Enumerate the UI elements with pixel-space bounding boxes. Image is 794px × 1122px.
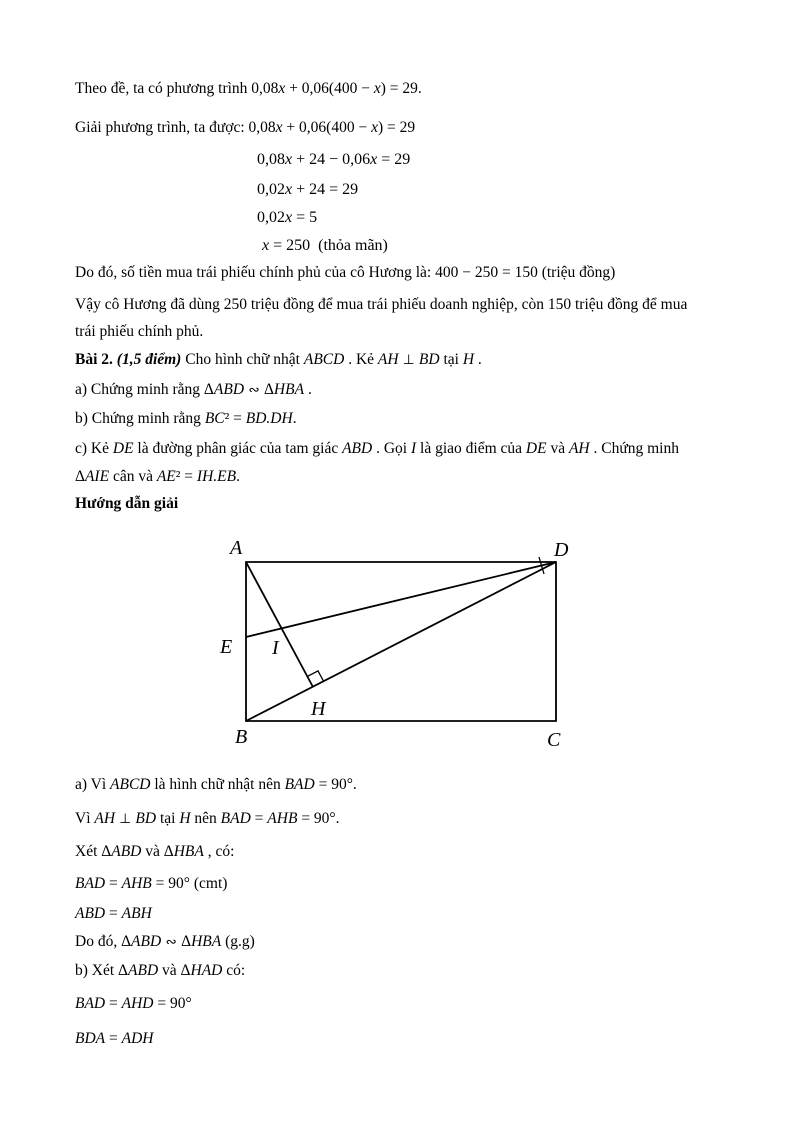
math-segment: BAD [75,875,106,892]
text-segment: Vậy cô Hương đã dùng 250 triệu đồng để mua trái phiếu doanh nghiệp, còn 150 triệu đồng để mua [75,296,688,313]
text-segment: Cho hình chữ nhật [185,351,304,368]
sol-b-line-1 [75,960,245,981]
text-segment: Giải phương trình, ta được: [75,119,249,136]
text-segment: Do đó, số tiền mua trái phiếu chính phủ của cô Hương là: 400 − 250 = 150 (triệu đồng) [75,264,616,281]
math-segment: H [179,810,191,827]
text-segment: + 24 − 0,06 [292,151,371,168]
math-segment: HBA [273,381,305,398]
math-segment: x [285,209,293,226]
text-segment: Xét Δ [75,843,112,860]
math-segment: AHB [267,810,298,827]
text-segment: . [474,351,482,368]
text-segment: Do đó, Δ [75,933,132,950]
text-segment: 0,02 [257,209,285,226]
text-segment: + 24 = 29 [292,181,359,198]
text-segment: cân và [109,468,157,485]
text-segment: Δ [263,381,274,398]
math-segment: IH.EB [196,468,237,485]
math-segment: AH [377,351,399,368]
conclusion-line-2 [75,321,203,342]
math-segment: DE [525,440,547,457]
math-segment: BAD [220,810,251,827]
intro-equation-line [75,78,422,99]
math-segment: x [285,181,293,198]
equation-step-3 [257,207,317,228]
text-segment: = 90°. [314,776,357,793]
vertex-label-h: H [311,698,326,720]
math-segment: x [262,237,270,254]
text-segment: = [105,995,122,1012]
sol-a-line-6 [75,931,255,953]
text-segment: Vì [75,810,95,827]
math-segment: x [371,119,378,136]
text-segment: 0,08 [257,151,285,168]
math-segment: AH [568,440,590,457]
vertex-labels [219,537,569,751]
text-segment: + 0,06(400 − [282,119,372,136]
math-segment: x [373,80,381,97]
solution-heading [75,493,178,514]
text-segment: nên [190,810,221,827]
conclusion-amount-line [75,262,615,283]
math-segment: BD [418,351,440,368]
sol-a-line-3 [75,841,234,862]
text-segment: = 29 [377,151,411,168]
problem-2-statement [75,349,482,371]
vertex-label-i: I [272,637,279,659]
text-segment: là đường phân giác của tam giác [133,440,343,457]
text-segment: = 90°. [297,810,340,827]
text-segment: . [292,410,297,427]
math-segment: x [285,151,293,168]
sol-a-line-4 [75,873,227,894]
text-segment: là hình chữ nhật nên [150,776,285,793]
vertex-label-c: C [547,729,561,751]
text-segment: a) Vì [75,776,111,793]
text-segment: trái phiếu chính phủ. [75,323,204,340]
math-segment: ABD [342,440,373,457]
text-segment: . Gọi [372,440,411,457]
text-segment: = 250 (thỏa mãn) [269,237,388,254]
text-segment: ∾ [244,382,264,398]
text-segment: = [105,905,122,922]
sol-b-line-3 [75,1028,154,1049]
text-segment: ) = 29. [380,80,422,97]
text-segment: (1,5 điểm) [116,351,186,368]
altitude-ah [246,562,313,687]
text-segment: tại [439,351,463,368]
math-segment: DE [112,440,134,457]
sol-a-line-1 [75,774,357,795]
vertex-label-b: B [235,726,248,748]
text-segment: + 0,06(400 − [285,80,374,97]
text-segment: b) Xét Δ [75,962,129,979]
text-segment: , có: [203,843,235,860]
math-segment: x [275,119,283,136]
bisector-de [246,562,556,637]
sol-b-line-2 [75,993,192,1014]
math-segment: ABCD [303,351,345,368]
math-segment: HAD [190,962,223,979]
text-segment: . Kẻ [344,351,378,368]
text-segment: Δ [181,933,192,950]
geometry-figure [180,535,620,760]
text-segment: ⊥ [398,352,419,368]
text-segment: a) Chứng minh rằng Δ [75,381,214,398]
text-segment: b) Chứng minh rằng [75,410,205,427]
problem-2c-line-2 [75,466,240,487]
math-segment: x [370,151,378,168]
math-segment: ABH [121,905,152,922]
math-segment: AE [156,468,176,485]
sol-a-line-2 [75,808,340,830]
text-segment: c) Kẻ [75,440,113,457]
math-segment: AH [94,810,116,827]
text-segment: 0,02 [257,181,285,198]
text-segment: = 90° [153,995,192,1012]
math-segment: HBA [191,933,222,950]
equation-step-1 [257,149,410,170]
text-segment: = 5 [292,209,318,226]
text-segment: (g.g) [221,933,255,950]
text-segment: Δ [75,468,85,485]
equation-step-2 [257,179,358,200]
text-segment: = 90° (cmt) [151,875,228,892]
text-segment: 0,08 [251,80,279,97]
text-segment: có: [222,962,246,979]
vertex-label-a: A [230,537,243,559]
sol-a-line-5 [75,903,152,924]
text-segment: ² = [224,410,246,427]
text-segment: Hướng dẫn giải [75,495,179,512]
text-segment: và [546,440,569,457]
text-segment: . [236,468,240,485]
math-segment: BC [204,410,225,427]
diagonal-bd [246,562,556,721]
text-segment: = [105,1030,122,1047]
math-segment: ADH [121,1030,154,1047]
text-segment: 0,08 [248,119,276,136]
text-segment: ∾ [161,934,182,950]
math-segment: BD [135,810,157,827]
math-segment: I [410,440,417,457]
math-segment: BD.DH [245,410,293,427]
problem-2a [75,379,312,401]
text-segment: và Δ [158,962,191,979]
text-segment: tại [156,810,180,827]
text-segment: = [105,875,122,892]
math-segment: ABD [111,843,142,860]
text-segment: ² = [175,468,197,485]
text-segment: . Chứng minh [589,440,679,457]
text-segment: ⊥ [115,811,136,827]
math-segment: BAD [284,776,315,793]
vertex-label-d: D [554,539,569,561]
math-segment: BAD [75,995,106,1012]
math-segment: ABCD [110,776,151,793]
text-segment: là giao điểm của [416,440,526,457]
math-segment: ABD [75,905,106,922]
text-segment: = [250,810,268,827]
math-segment: BDA [75,1030,106,1047]
equation-solution [262,235,388,256]
math-segment: AIE [84,468,110,485]
conclusion-line-1 [75,294,687,315]
solve-intro-line [75,117,415,138]
math-segment: ABD [131,933,162,950]
math-segment: H [462,351,475,368]
text-segment: . [304,381,312,398]
math-segment: ABD [128,962,159,979]
math-segment: HBA [173,843,204,860]
text-segment: Theo đề, ta có phương trình [75,80,252,97]
math-segment: x [278,80,286,97]
text-segment: Bài 2. [75,351,117,368]
vertex-label-e: E [220,636,233,658]
math-segment: AHD [121,995,154,1012]
math-segment: AHB [121,875,152,892]
problem-2b [75,408,297,429]
math-segment: ABD [213,381,245,398]
text-segment: ) = 29 [377,119,416,136]
text-segment: và Δ [141,843,174,860]
problem-2c-line-1 [75,438,679,459]
